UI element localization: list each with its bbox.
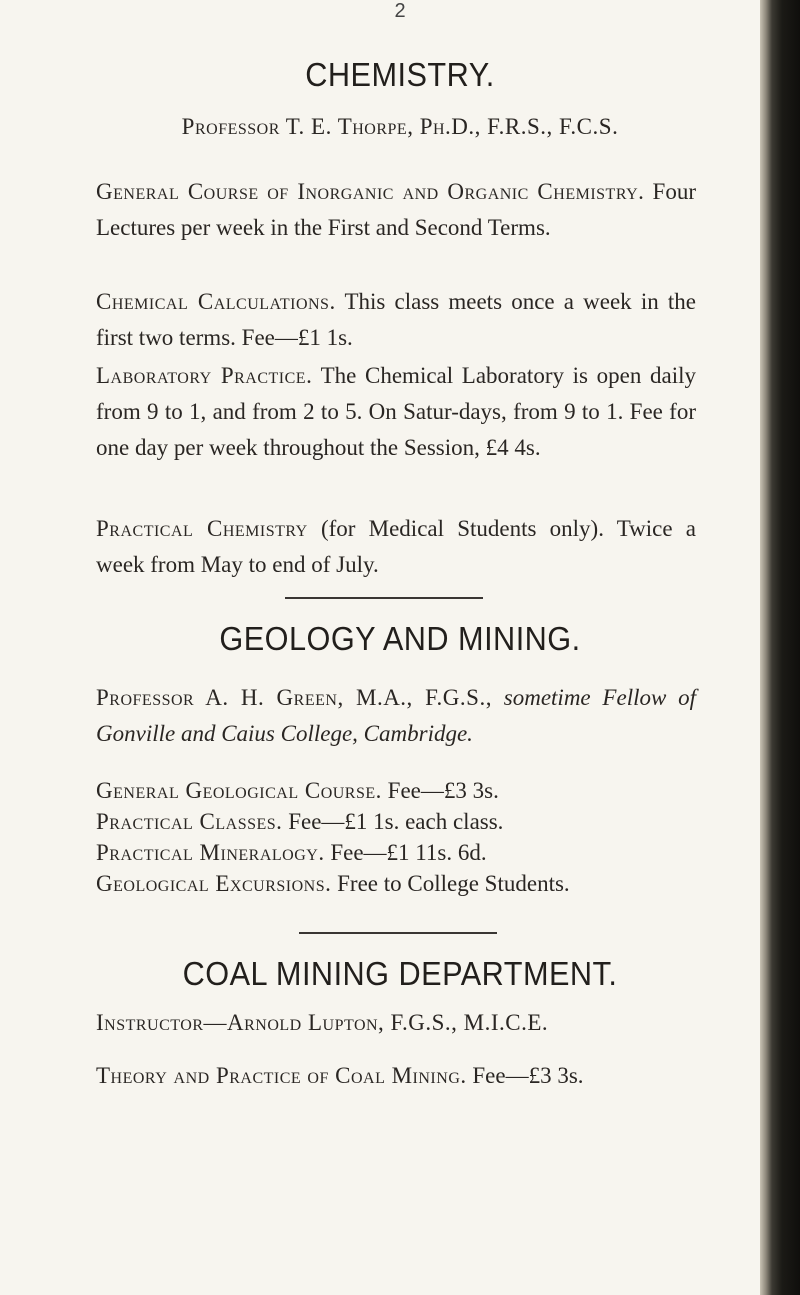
coal-instructor — [96, 1010, 736, 1036]
geology-professor — [96, 680, 696, 752]
coal-heading: COAL MINING DEPARTMENT. — [182, 955, 618, 992]
course-text: (for Medical Students only). Twice a week from May to end of July. — [96, 516, 697, 577]
geology-course-mineralogy — [96, 840, 736, 866]
course-text: Fee—£3 3s. — [387, 778, 499, 803]
geology-heading: GEOLOGY AND MINING. — [219, 620, 581, 657]
chemistry-course-practical — [96, 511, 696, 583]
course-title: Laboratory Practice. — [96, 363, 313, 388]
course-title: General Course of Inorganic and Organic Chemistry. — [96, 179, 645, 204]
course-title: Practical Classes. — [96, 809, 283, 834]
course-title: Geological Excursions. — [96, 871, 332, 896]
course-text: This class meets once a week in the first two terms. Fee—£1 1s. — [96, 289, 696, 350]
chemistry-course-laboratory — [96, 358, 696, 466]
course-text: Free to College Students. — [331, 871, 570, 896]
course-title: Practical Mineralogy. — [96, 840, 325, 865]
chemistry-heading: CHEMISTRY. — [305, 56, 495, 93]
professor-name: Professor A. H. Green, M.A., F.G.S., — [96, 685, 492, 710]
chemistry-professor: Professor T. E. Thorpe, Ph.D., F.R.S., F.C.S. — [181, 114, 619, 139]
course-text: Fee—£1 1s. each class. — [288, 809, 504, 834]
coal-course — [96, 1063, 736, 1089]
section-divider — [299, 932, 497, 934]
geology-course-excursions — [96, 871, 736, 897]
chemistry-course-general — [96, 174, 696, 246]
section-divider — [285, 597, 483, 599]
course-text: Fee—£3 3s. — [472, 1063, 584, 1088]
course-title: Theory and Practice of Coal Mining. — [96, 1063, 467, 1088]
professor-note: sometime Fellow of Gonville and Caius College, Cambridge. — [96, 685, 696, 746]
instructor-text: Instructor—Arnold Lupton, F.G.S., M.I.C.E. — [96, 1010, 549, 1035]
geology-course-general — [96, 778, 736, 804]
page-number: 2 — [394, 0, 406, 22]
course-title: Practical Chemistry — [96, 516, 308, 541]
chemistry-course-calculations — [96, 284, 696, 356]
course-text: Four Lectures per week in the First and Second Terms. — [96, 179, 696, 240]
course-title: Chemical Calculations. — [96, 289, 336, 314]
course-text: Fee—£1 11s. 6d. — [330, 840, 487, 865]
course-text: The Chemical Laboratory is open daily from 9 to 1, and from 2 to 5. On Satur-days, from 9 to 1. Fee for one day per week throughout the Session, £4 4s. — [96, 363, 697, 460]
course-title: General Geological Course. — [96, 778, 382, 803]
geology-course-practical-classes — [96, 809, 736, 835]
